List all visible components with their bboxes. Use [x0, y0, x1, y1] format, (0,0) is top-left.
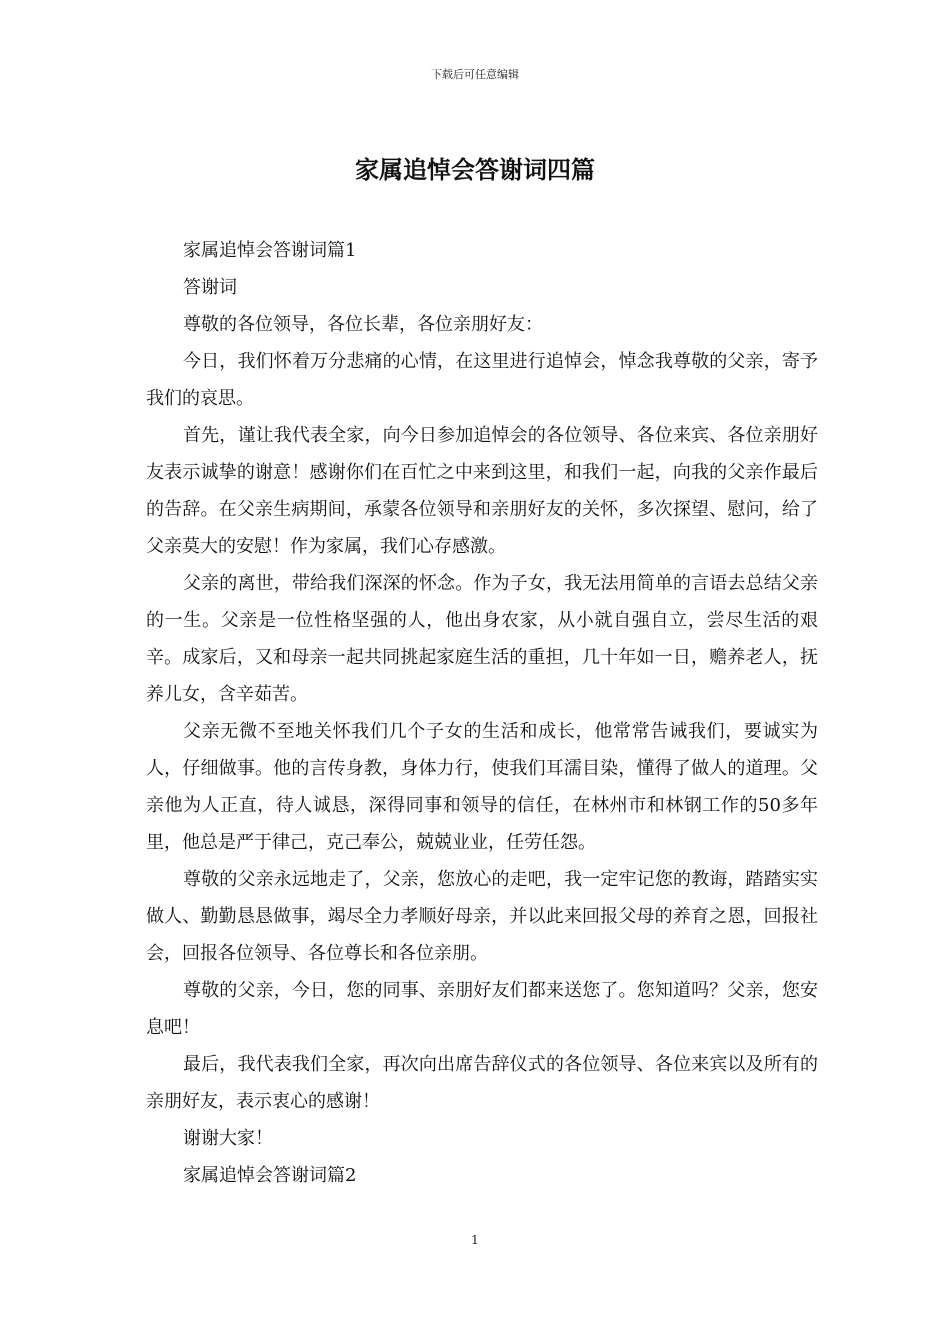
paragraph: 首先，谨让我代表全家，向今日参加追悼会的各位领导、各位来宾、各位亲朋好友表示诚挚的谢意！感谢你们在百忙之中来到这里，和我们一起，向我的父亲作最后的告辞。在父亲生病期间，承蒙各位领导和亲朋好友的关怀，多次探望、慰问，给了父亲莫大的安慰！作为家属，我们心存感激。 [146, 425, 818, 557]
paragraph: 今日，我们怀着万分悲痛的心情，在这里进行追悼会，悼念我尊敬的父亲，寄予我们的哀思。 [146, 351, 818, 409]
section-heading-2: 家属追悼会答谢词篇2 [183, 1165, 357, 1186]
document-body [146, 232, 818, 1194]
page-number: 1 [471, 1233, 479, 1247]
closing-thanks: 谢谢大家！ [183, 1128, 273, 1149]
section-heading-1: 家属追悼会答谢词篇1 [183, 240, 357, 261]
paragraph: 父亲的离世，带给我们深深的怀念。作为子女，我无法用简单的言语去总结父亲的一生。父亲是一位性格坚强的人，他出身农家，从小就自强自立，尝尽生活的艰辛。成家后，又和母亲一起共同挑起家庭生活的重担，几十年如一日，赡养老人，抚养儿女，含辛茹苦。 [146, 573, 818, 705]
header-note: 下载后可任意编辑 [431, 68, 519, 81]
paragraph: 父亲无微不至地关怀我们几个子女的生活和成长，他常常告诫我们，要诚实为人，仔细做事。他的言传身教，身体力行，使我们耳濡目染，懂得了做人的道理。父亲他为人正直，待人诚恳，深得同事和领导的信任，在林州市和林钢工作的50多年里，他总是严于律己，克己奉公，兢兢业业，任劳任怨。 [146, 721, 818, 853]
subheading-thanks: 答谢词 [183, 277, 237, 298]
document-title: 家属追悼会答谢词四篇 [355, 155, 595, 184]
paragraph: 最后，我代表我们全家，再次向出席告辞仪式的各位领导、各位来宾以及所有的亲朋好友，表示衷心的感谢！ [146, 1054, 818, 1112]
paragraph: 尊敬的父亲永远地走了，父亲，您放心的走吧，我一定牢记您的教诲，踏踏实实做人、勤勤恳恳做事，竭尽全力孝顺好母亲，并以此来回报父母的养育之恩，回报社会，回报各位领导、各位尊长和各位亲朋。 [146, 869, 818, 964]
salutation: 尊敬的各位领导，各位长辈，各位亲朋好友： [183, 314, 543, 335]
paragraph: 尊敬的父亲，今日，您的同事、亲朋好友们都来送您了。您知道吗？父亲，您安息吧！ [146, 980, 818, 1038]
